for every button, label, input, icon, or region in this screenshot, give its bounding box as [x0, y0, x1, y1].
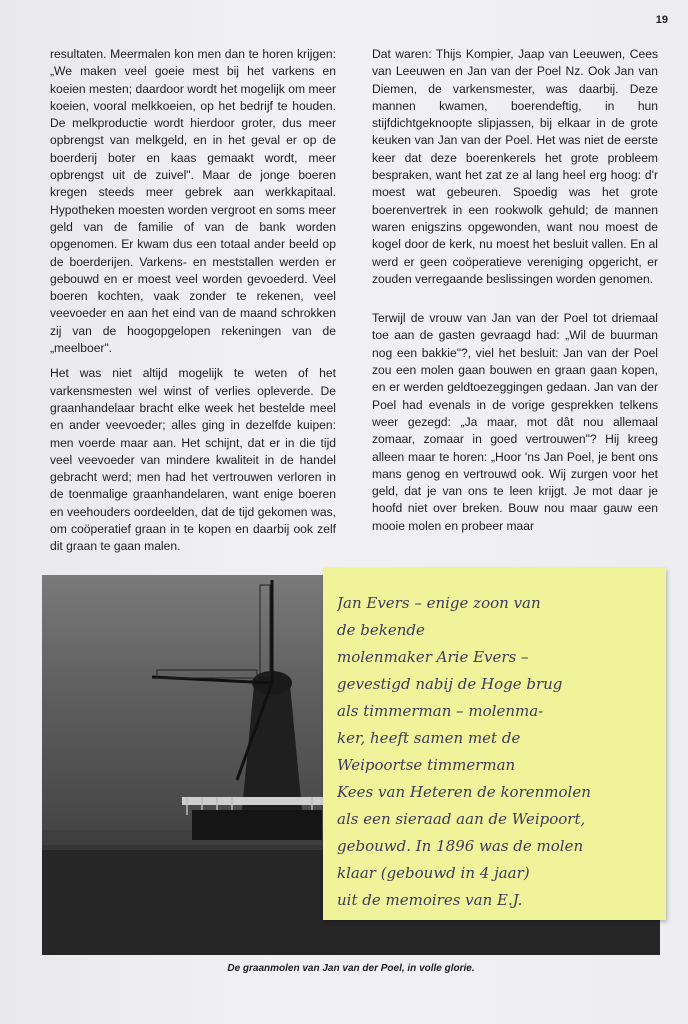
note-line: als een sieraad aan de Weipoort,	[337, 810, 586, 828]
note-line: de bekende	[337, 621, 425, 639]
right-column	[372, 46, 658, 543]
right-paragraph-1: Dat waren: Thijs Kompier, Jaap van Leeuwen, Cees van Leeuwen en Jan van der Poel Nz. Ook Jan van Diemen, de varkensmester, was daarbij. Deze mannen kwamen, boerendeftig, in hun stijfdichtgeknoopte slipjassen, bij elkaar in de grote keuken van Jan van der Poel. Het was niet de eerste keer dat deze boerenkerels het grote probleem bespraken, want het zat ze al lang heel erg hoog: d'r moest wat gebeuren. Spoedig was het grote boerenvertrek in een rookwolk gehuld; de mannen waren enigszins opgewonden, want nou moest de kogel door de kerk, nu moest het besluit vallen. En al werd er geen coöperatieve vereniging opgericht, er zouden verregaande beslissingen worden genomen.	[372, 47, 658, 286]
right-paragraph-2: Terwijl de vrouw van Jan van der Poel tot driemaal toe aan de gasten gevraagd had: „Wil de buurman nog een bakkie"?, viel het besluit: Jan van der Poel zou een molen gaan bouwen en graan gaan kopen, en er werden geldtoezeggingen gedaan. Jan van der Poel had evenals in de vorige gesprekken telkens weer gezegd: „Ja maar, mot dât nou allemaal zomaar, zomaar in goed vertrouwen"? Hij kreeg alleen maar te horen: „Hoor 'ns Jan Poel, je bent ons mans genog en vertrouwd ook. Wij zurgen voor het geld, dat je van ons te leen krijgt. Je mot daar je hoofd niet over breken. Bouw nou maar gauw een mooie molen en probeer maar	[372, 311, 658, 533]
note-line: als timmerman – molenma-	[337, 702, 544, 720]
note-line: klaar (gebouwd in 4 jaar)	[337, 864, 530, 882]
left-column	[50, 46, 336, 564]
note-line: Jan Evers – enige zoon van	[337, 594, 541, 612]
note-line: gevestigd nabij de Hoge brug	[337, 675, 563, 693]
note-line: ker, heeft samen met de	[337, 729, 521, 747]
note-line: Kees van Heteren de korenmolen	[337, 783, 591, 801]
page-number: 19	[655, 14, 668, 26]
left-paragraph-2: Het was niet altijd mogelijk te weten of het varkensmesten wel winst of verlies opleverde. De graanhandelaar bracht elke week het bestelde meel en ander veevoeder; alles ging in dezelfde kuipen: men voerde maar aan. Het schijnt, dat er in die tijd veel veevoeder van mindere kwaliteit in de handel gebracht werd; men had het vertrouwen verloren in de toenmalige graanhandelaren, want enige boeren en veehouders oordeelden, dat de tijd gekomen was, om coöperatief graan in te kopen en daarbij ook zelf dit graan te gaan malen.	[50, 366, 336, 554]
sticky-note	[323, 568, 666, 920]
note-line: uit de memoires van E.J.	[337, 891, 523, 909]
note-line: molenmaker Arie Evers –	[337, 648, 529, 666]
sticky-note-text	[323, 590, 666, 914]
note-line: Weipoortse timmerman	[337, 756, 516, 774]
left-paragraph-1: resultaten. Meermalen kon men dan te horen krijgen: „We maken veel goeie mest bij het varkens en koeien mesten; daardoor wordt het mogelijk om meer koeien, vooral melkkoeien, op het bedrijf te houden. De melkproductie wordt hierdoor groter, dus meer opbrengst van melkgeld, en in het geval er op de boerderij boter en kaas gemaakt wordt, meer opbrengst uit de zuivel". Maar de jonge boeren kregen steeds meer gebrek aan werkkapitaal. Hypotheken moesten worden vergroot en soms meer geld van de familie of van de bank worden opgenomen. Er kwam dus een totaal ander beeld op de boerderijen. Varkens- en meststallen werden er gebouwd en er moest veel worden gevoederd. Veel boeren kochten, vaak zonder te rekenen, veel veevoeder en aan het eind van de maand schrokken zij van de hoogopgelopen rekeningen van de „meelboer".	[50, 47, 336, 356]
note-line: gebouwd. In 1896 was de molen	[337, 837, 584, 855]
photo-caption: De graanmolen van Jan van der Poel, in volle glorie.	[227, 963, 475, 974]
